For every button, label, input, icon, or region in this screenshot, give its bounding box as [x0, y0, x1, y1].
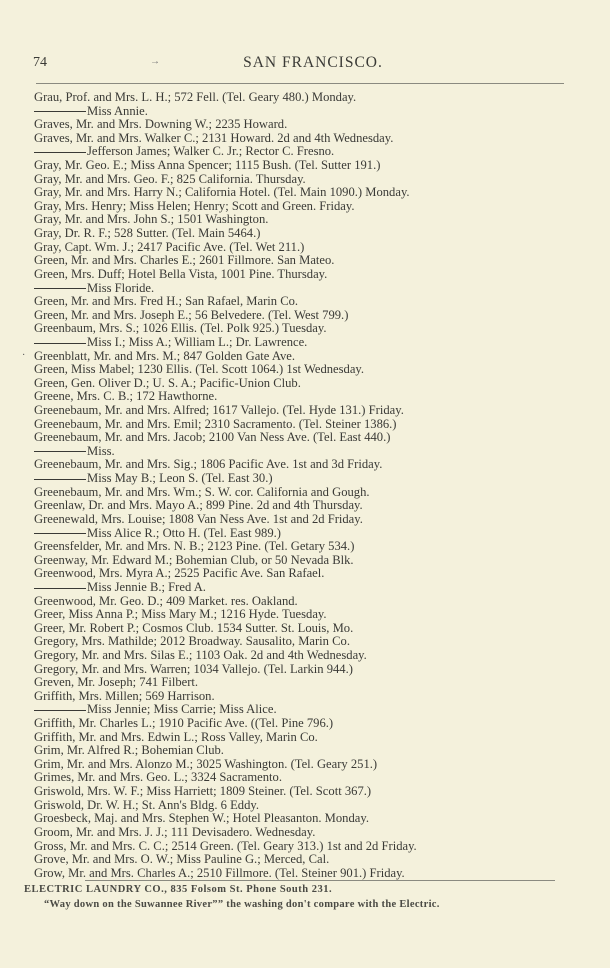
entry-text: Miss Alice R.; Otto H. (Tel. East 989.): [87, 525, 281, 540]
entry-text: Gregory, Mr. and Mrs. Warren; 1034 Vallejo. (Tel. Larkin 944.): [34, 661, 353, 676]
entry-text: Grove, Mr. and Mrs. O. W.; Miss Pauline G.; Merced, Cal.: [34, 852, 330, 867]
directory-entry: [34, 227, 594, 241]
entry-text: Graves, Mr. and Mrs. Downing W.; 2235 Howard.: [34, 117, 288, 132]
entry-text: Miss I.; Miss A.; William L.; Dr. Lawrence.: [87, 334, 308, 349]
entry-text: Gray, Capt. Wm. J.; 2417 Pacific Ave. (Tel. Wet 211.): [34, 239, 305, 254]
entry-text: Griffith, Mr. and Mrs. Edwin L.; Ross Valley, Marin Co.: [34, 729, 318, 744]
entry-text: Gregory, Mrs. Mathilde; 2012 Broadway. Sausalito, Marin Co.: [34, 634, 350, 649]
entry-text: Green, Mrs. Duff; Hotel Bella Vista, 1001 Pine. Thursday.: [34, 266, 328, 281]
ditto-dash: [34, 288, 86, 289]
directory-entry: [34, 812, 594, 826]
directory-entry: [34, 268, 594, 282]
entry-text: Gray, Dr. R. F.; 528 Sutter. (Tel. Main 5464.): [34, 226, 261, 241]
entry-text: Griffith, Mrs. Millen; 569 Harrison.: [34, 688, 215, 703]
directory-entry: [34, 159, 594, 173]
directory-entry: [34, 771, 594, 785]
entry-text: Gray, Mrs. Henry; Miss Helen; Henry; Scott and Green. Friday.: [34, 198, 355, 213]
entry-text: Green, Mr. and Mrs. Joseph E.; 56 Belvedere. (Tel. West 799.): [34, 307, 349, 322]
directory-entry: [34, 200, 594, 214]
directory-subentry: [34, 145, 594, 159]
entry-text: Gregory, Mr. and Mrs. Silas E.; 1103 Oak. 2d and 4th Wednesday.: [34, 647, 367, 662]
entry-text: Greenebaum, Mr. and Mrs. Sig.; 1806 Pacific Ave. 1st and 3d Friday.: [34, 457, 383, 472]
entry-text: Miss May B.; Leon S. (Tel. East 30.): [87, 471, 273, 486]
entry-text: Greenewald, Mrs. Louise; 1808 Van Ness Ave. 1st and 2d Friday.: [34, 511, 363, 526]
directory-entry: [34, 717, 594, 731]
entry-text: Groom, Mr. and Mrs. J. J.; 111 Devisadero. Wednesday.: [34, 824, 316, 839]
entry-text: Green, Mr. and Mrs. Fred H.; San Rafael, Marin Co.: [34, 294, 299, 309]
entry-text: Jefferson James; Walker C. Jr.; Rector C. Fresno.: [87, 144, 335, 159]
directory-entry: [34, 91, 594, 105]
entry-text: Greenebaum, Mr. and Mrs. Jacob; 2100 Van Ness Ave. (Tel. East 440.): [34, 430, 391, 445]
ditto-dash: [34, 479, 86, 480]
ditto-dash: [34, 111, 86, 112]
entry-text: Miss Annie.: [87, 103, 148, 118]
entry-text: Greenlaw, Dr. and Mrs. Mayo A.; 899 Pine. 2d and 4th Thursday.: [34, 498, 363, 513]
entry-text: Greenwood, Mrs. Myra A.; 2525 Pacific Ave. San Rafael.: [34, 566, 325, 581]
directory-entry: [34, 186, 594, 200]
directory-entry: [34, 595, 594, 609]
entry-text: Greensfelder, Mr. and Mrs. N. B.; 2123 Pine. (Tel. Getary 534.): [34, 539, 355, 554]
entry-text: Greenebaum, Mr. and Mrs. Emil; 2310 Sacramento. (Tel. Steiner 1386.): [34, 416, 397, 431]
directory-entry: [34, 676, 594, 690]
directory-entry: [34, 295, 594, 309]
entry-text: Miss Floride.: [87, 280, 155, 295]
entry-text: Miss Jennie; Miss Carrie; Miss Alice.: [87, 702, 277, 717]
directory-entry: [34, 377, 594, 391]
entry-text: Gross, Mr. and Mrs. C. C.; 2514 Green. (Tel. Geary 313.) 1st and 2d Friday.: [34, 838, 417, 853]
directory-entry: [34, 554, 594, 568]
entry-text: Greenwood, Mr. Geo. D.; 409 Market. res. Oakland.: [34, 593, 298, 608]
entry-text: Groesbeck, Maj. and Mrs. Stephen W.; Hotel Pleasanton. Monday.: [34, 811, 369, 826]
directory-entry: [34, 404, 594, 418]
margin-dot: ·: [22, 350, 26, 361]
directory-entry: [34, 390, 594, 404]
entry-text: Gray, Mr. and Mrs. Harry N.; California Hotel. (Tel. Main 1090.) Monday.: [34, 185, 410, 200]
footer-advert-line1: ELECTRIC LAUNDRY CO., 835 Folsom St. Phone South 231.: [24, 884, 333, 895]
entry-text: Griswold, Mrs. W. F.; Miss Harriett; 1809 Steiner. (Tel. Scott 367.): [34, 784, 372, 799]
directory-subentry: [34, 445, 594, 459]
directory-entry: [34, 173, 594, 187]
directory-subentry: [34, 105, 594, 119]
directory-entry: [34, 118, 594, 132]
directory-entry: [34, 744, 594, 758]
entry-text: Greenway, Mr. Edward M.; Bohemian Club, or 50 Nevada Blk.: [34, 552, 354, 567]
entry-text: Gray, Mr. and Mrs. Geo. F.; 825 California. Thursday.: [34, 171, 306, 186]
directory-entry: [34, 486, 594, 500]
entry-text: Green, Mr. and Mrs. Charles E.; 2601 Fillmore. San Mateo.: [34, 253, 335, 268]
directory-entry: [34, 567, 594, 581]
directory-entry: [34, 840, 594, 854]
directory-entry: [34, 309, 594, 323]
entry-text: Green, Gen. Oliver D.; U. S. A.; Pacific-Union Club.: [34, 375, 301, 390]
directory-entry: [34, 322, 594, 336]
directory-entry: [34, 213, 594, 227]
directory-subentry: [34, 581, 594, 595]
entry-text: Gray, Mr. and Mrs. John S.; 1501 Washington.: [34, 212, 269, 227]
directory-entry: [34, 418, 594, 432]
entry-text: Griffith, Mr. Charles L.; 1910 Pacific Ave. ((Tel. Pine 796.): [34, 716, 334, 731]
entry-text: Miss.: [87, 443, 115, 458]
entry-text: Greene, Mrs. C. B.; 172 Hawthorne.: [34, 389, 218, 404]
directory-entry: [34, 853, 594, 867]
directory-subentry: [34, 282, 594, 296]
entry-text: Grow, Mr. and Mrs. Charles A.; 2510 Fillmore. (Tel. Steiner 901.) Friday.: [34, 865, 405, 880]
entry-text: Gray, Mr. Geo. E.; Miss Anna Spencer; 1115 Bush. (Tel. Sutter 191.): [34, 158, 381, 173]
ditto-dash: [34, 710, 86, 711]
header-rule: [36, 83, 564, 84]
entry-text: Greer, Miss Anna P.; Miss Mary M.; 1216 Hyde. Tuesday.: [34, 607, 327, 622]
directory-entry: [34, 608, 594, 622]
directory-subentry: [34, 703, 594, 717]
directory-entry: [34, 826, 594, 840]
directory-entry: [34, 540, 594, 554]
entry-text: Grau, Prof. and Mrs. L. H.; 572 Fell. (Tel. Geary 480.) Monday.: [34, 90, 357, 104]
directory-entry: [34, 363, 594, 377]
directory-entry: [34, 132, 594, 146]
entry-text: Greenblatt, Mr. and Mrs. M.; 847 Golden Gate Ave.: [34, 348, 296, 363]
directory-subentry: [34, 336, 594, 350]
directory-entry: [34, 241, 594, 255]
ditto-dash: [34, 533, 86, 534]
entry-text: Grim, Mr. and Mrs. Alonzo M.; 3025 Washington. (Tel. Geary 251.): [34, 756, 378, 771]
directory-entry: [34, 254, 594, 268]
directory-entry: [34, 649, 594, 663]
directory-entries: [34, 91, 594, 880]
entry-text: Grim, Mr. Alfred R.; Bohemian Club.: [34, 743, 224, 758]
page-number: 74: [33, 55, 47, 70]
ditto-dash: [34, 152, 86, 153]
entry-text: Greer, Mr. Robert P.; Cosmos Club. 1534 Sutter. St. Louis, Mo.: [34, 620, 354, 635]
directory-entry: [34, 622, 594, 636]
directory-entry: [34, 513, 594, 527]
entry-text: Griswold, Dr. W. H.; St. Ann's Bldg. 6 Eddy.: [34, 797, 260, 812]
directory-subentry: [34, 527, 594, 541]
entry-text: Green, Miss Mabel; 1230 Ellis. (Tel. Scott 1064.) 1st Wednesday.: [34, 362, 365, 377]
printer-mark: →: [150, 56, 160, 67]
directory-entry: [34, 431, 594, 445]
entry-text: Miss Jennie B.; Fred A.: [87, 579, 206, 594]
ditto-dash: [34, 451, 86, 452]
directory-subentry: [34, 472, 594, 486]
footer-advert-line2: “Way down on the Suwannee River”” the washing don't compare with the Electric.: [44, 899, 440, 910]
entry-text: Greenebaum, Mr. and Mrs. Alfred; 1617 Vallejo. (Tel. Hyde 131.) Friday.: [34, 403, 404, 418]
entry-text: Graves, Mr. and Mrs. Walker C.; 2131 Howard. 2d and 4th Wednesday.: [34, 130, 394, 145]
directory-entry: [34, 690, 594, 704]
directory-entry: [34, 867, 594, 881]
directory-entry: [34, 635, 594, 649]
directory-entry: [34, 663, 594, 677]
entry-text: Greenebaum, Mr. and Mrs. Wm.; S. W. cor. California and Gough.: [34, 484, 370, 499]
page-title: SAN FRANCISCO.: [243, 54, 383, 71]
ditto-dash: [34, 343, 86, 344]
directory-entry: [34, 499, 594, 513]
footer-rule: [85, 880, 555, 881]
directory-entry: [34, 458, 594, 472]
entry-text: Greenbaum, Mrs. S.; 1026 Ellis. (Tel. Polk 925.) Tuesday.: [34, 321, 327, 336]
entry-text: Grimes, Mr. and Mrs. Geo. L.; 3324 Sacramento.: [34, 770, 282, 785]
directory-entry: [34, 350, 594, 364]
directory-entry: [34, 758, 594, 772]
entry-text: Greven, Mr. Joseph; 741 Filbert.: [34, 675, 199, 690]
directory-entry: [34, 799, 594, 813]
ditto-dash: [34, 588, 86, 589]
directory-entry: [34, 731, 594, 745]
directory-entry: [34, 785, 594, 799]
